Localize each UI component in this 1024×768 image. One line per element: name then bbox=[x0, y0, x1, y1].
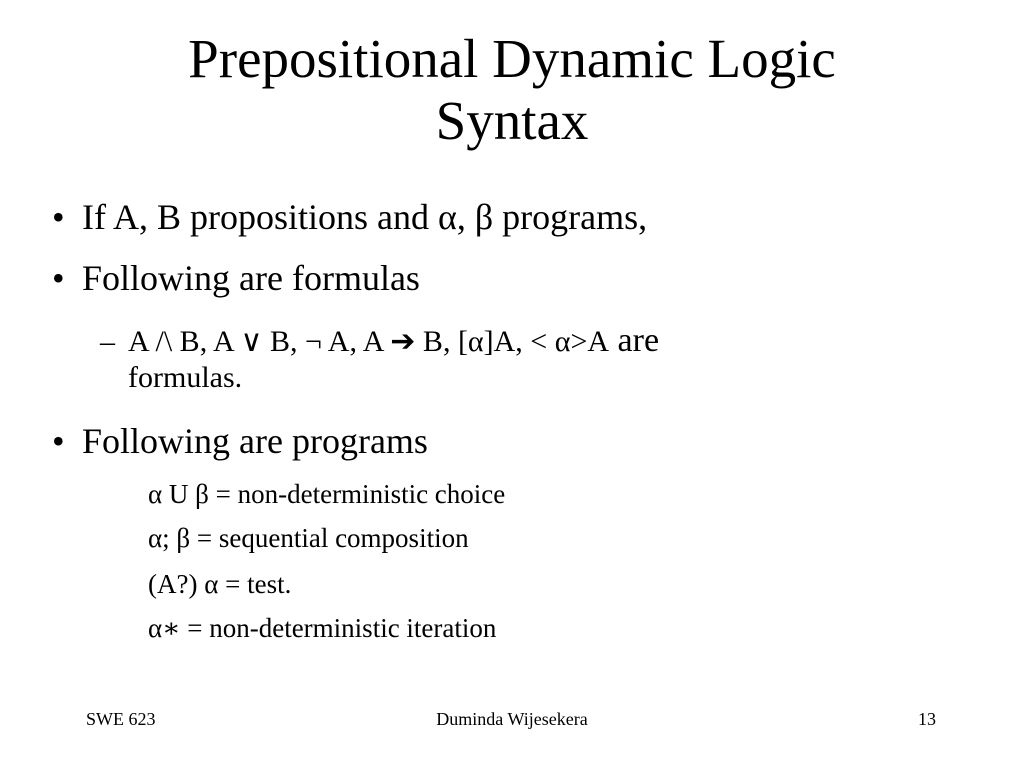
program-line-1: α U β = non-deterministic choice bbox=[148, 479, 506, 509]
footer-page-number: 13 bbox=[918, 709, 936, 729]
sub-bullet-are: are bbox=[609, 322, 660, 359]
sub-bullet-formulas bbox=[100, 323, 659, 396]
title-line-1: Prepositional Dynamic Logic bbox=[188, 28, 836, 89]
program-line-2: α; β = sequential composition bbox=[148, 523, 469, 553]
program-line-4: α∗ = non-deterministic iteration bbox=[148, 613, 497, 643]
program-line-3: (A?) α = test. bbox=[148, 569, 292, 599]
footer-course: SWE 623 bbox=[86, 709, 156, 729]
bullet-marker: • bbox=[52, 197, 65, 237]
bullet-item-1 bbox=[52, 196, 647, 238]
bullet-text: Following are formulas bbox=[82, 258, 420, 298]
bullet-item-2 bbox=[52, 257, 420, 299]
footer-author: Duminda Wijesekera bbox=[436, 709, 588, 729]
bullet-item-3 bbox=[52, 420, 428, 462]
sub-bullet-text: A /\ B, A ∨ B, ¬ A, A ➔ B, [α]A, < α>A bbox=[128, 325, 610, 358]
bullet-text: Following are programs bbox=[82, 421, 428, 461]
bullet-text: If A, B propositions and α, β programs, bbox=[82, 197, 648, 237]
sub-bullet-marker: – bbox=[100, 325, 115, 358]
slide-title bbox=[0, 28, 1024, 152]
title-line-2: Syntax bbox=[435, 90, 589, 151]
bullet-marker: • bbox=[52, 421, 65, 461]
bullet-marker: • bbox=[52, 258, 65, 298]
sub-bullet-text-line2: formulas. bbox=[128, 361, 243, 394]
